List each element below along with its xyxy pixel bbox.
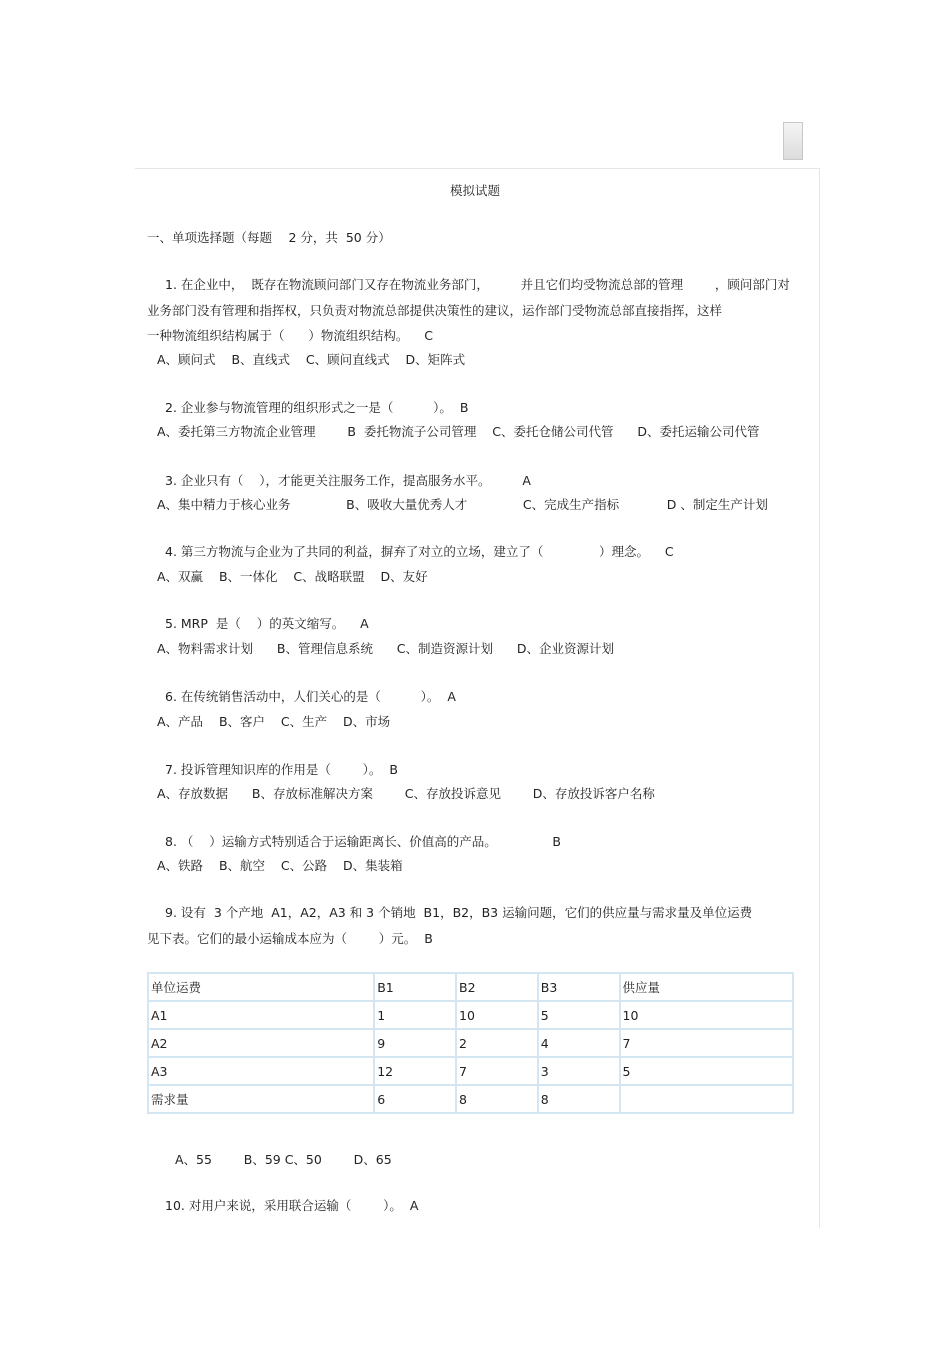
q1-options: A、顾问式 B、直线式 C、顾问直线式 D、矩阵式 [157,352,466,367]
q4-options: A、双赢 B、一体化 C、战略联盟 D、友好 [157,569,428,584]
q3-question: 3. 企业只有（ ），才能更关注服务工作，提高服务水平。 A [165,473,531,488]
q4-question: 4. 第三方物流与企业为了共同的利益，摒弃了对立的立场，建立了（ ）理念。 C [165,544,674,559]
table-cell: 10 [456,1001,538,1029]
q1-line-2: 业务部门没有管理和指挥权，只负责对物流总部提供决策性的建议，运作部门受物流总部直接指挥，这样 [147,303,723,318]
q8-question: 8. （ ）运输方式特别适合于运输距离长、价值高的产品。 B [165,834,561,849]
page-top-border [135,168,819,169]
table-cell: A1 [148,1001,374,1029]
q8-options: A、铁路 B、航空 C、公路 D、集装箱 [157,858,403,873]
q3-options: A、集中精力于核心业务 B、吸收大量优秀人才 C、完成生产指标 D 、制定生产计划 [157,497,768,512]
table-cell: 供应量 [620,973,793,1001]
table-cell: A3 [148,1057,374,1085]
q6-question: 6. 在传统销售活动中，人们关心的是（ ）。 A [165,689,456,704]
table-cell: B1 [374,973,456,1001]
table-cell: 7 [456,1057,538,1085]
q9-options: A、55 B、59 C、50 D、65 [175,1152,392,1167]
table-row [148,1057,793,1085]
table-cell: 8 [456,1085,538,1113]
q9-line-2: 见下表。它们的最小运输成本应为（ ）元。 B [147,931,433,946]
table-row [148,1001,793,1029]
table-row [148,1085,793,1113]
q5-options: A、物料需求计划 B、管理信息系统 C、制造资源计划 D、企业资源计划 [157,641,615,656]
transport-cost-table [147,972,794,1114]
q1-line-3: 一种物流组织结构属于（ ）物流组织结构。 C [147,328,433,343]
table-cell: 6 [374,1085,456,1113]
table-cell: 5 [538,1001,620,1029]
table-cell: 7 [620,1029,793,1057]
table-row [148,973,793,1001]
table-cell: 3 [538,1057,620,1085]
q2-question: 2. 企业参与物流管理的组织形式之一是（ ）。 B [165,400,469,415]
table-cell: 1 [374,1001,456,1029]
q10-question: 10. 对用户来说，采用联合运输（ ）。 A [165,1198,419,1213]
q9-line-1: 9. 设有 3 个产地 A1，A2，A3 和 3 个销地 B1，B2，B3 运输问题，它们的供应量与需求量及单位运费 [165,905,753,920]
table-cell: 5 [620,1057,793,1085]
table-cell: 10 [620,1001,793,1029]
table-cell: 需求量 [148,1085,374,1113]
table-cell: A2 [148,1029,374,1057]
table-cell: B2 [456,973,538,1001]
q7-options: A、存放数据 B、存放标准解决方案 C、存放投诉意见 D、存放投诉客户名称 [157,786,655,801]
table-cell: 2 [456,1029,538,1057]
table-cell: B3 [538,973,620,1001]
q1-line-1: 1. 在企业中， 既存在物流顾问部门又存在物流业务部门， 并且它们均受物流总部的管理 ，顾问部门对 [165,277,790,292]
table-row [148,1029,793,1057]
table-cell: 4 [538,1029,620,1057]
section-heading: 一、单项选择题（每题 2 分，共 50 分） [147,230,391,245]
page-right-border [819,168,820,1228]
q5-question: 5. MRP 是（ ）的英文缩写。 A [165,616,369,631]
table-cell: 9 [374,1029,456,1057]
scroll-tab[interactable] [783,122,803,160]
table-cell: 12 [374,1057,456,1085]
table-cell: 单位运费 [148,973,374,1001]
page-title: 模拟试题 [449,183,500,198]
table-cell: 8 [538,1085,620,1113]
q2-options: A、委托第三方物流企业管理 B 委托物流子公司管理 C、委托仓储公司代管 D、委托运输公司代管 [157,424,760,439]
q7-question: 7. 投诉管理知识库的作用是（ ）。 B [165,762,398,777]
table-cell [620,1085,793,1113]
q6-options: A、产品 B、客户 C、生产 D、市场 [157,714,391,729]
